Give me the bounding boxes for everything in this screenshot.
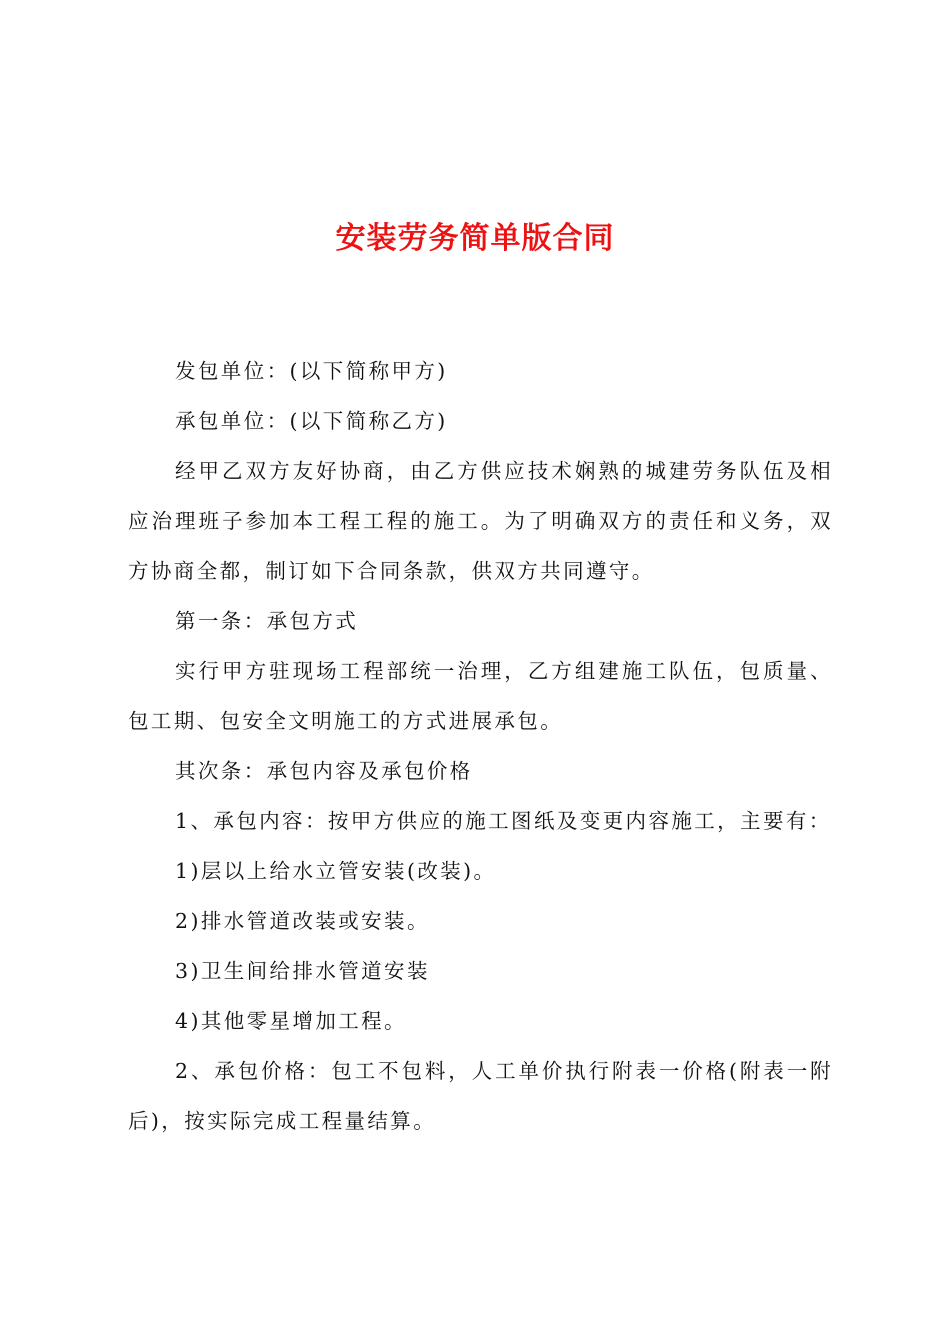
scope-intro: 1、承包内容：按甲方供应的施工图纸及变更内容施工，主要有： [175, 809, 832, 833]
scope-item-2: 2)排水管道改装或安装。 [175, 909, 430, 933]
article-1-body: 实行甲方驻现场工程部统一治理，乙方组建施工队伍，包质量、包工期、包安全文明施工的方式进展承包。 [128, 659, 833, 733]
scope-item-4: 4)其他零星增加工程。 [175, 1009, 407, 1033]
scope-item-1: 1)层以上给水立管安装(改装)。 [175, 859, 497, 883]
document-body [128, 346, 833, 1146]
article-2-heading: 其次条：承包内容及承包价格 [175, 759, 473, 783]
price-clause: 2、承包价格：包工不包料，人工单价执行附表一价格(附表一附后)，按实际完成工程量结算。 [128, 1059, 833, 1133]
scope-item-3: 3)卫生间给排水管道安装 [175, 959, 430, 983]
paragraph-contractor: 承包单位：(以下简称乙方) [175, 409, 448, 433]
paragraph-preamble: 经甲乙双方友好协商，由乙方供应技术娴熟的城建劳务队伍及相应治理班子参加本工程工程的施工。为了明确双方的责任和义务，双方协商全都，制订如下合同条款，供双方共同遵守。 [128, 459, 833, 583]
article-1-heading: 第一条：承包方式 [175, 609, 359, 633]
paragraph-client: 发包单位：(以下简称甲方) [175, 359, 448, 383]
document-title: 安装劳务简单版合同 [335, 221, 615, 256]
